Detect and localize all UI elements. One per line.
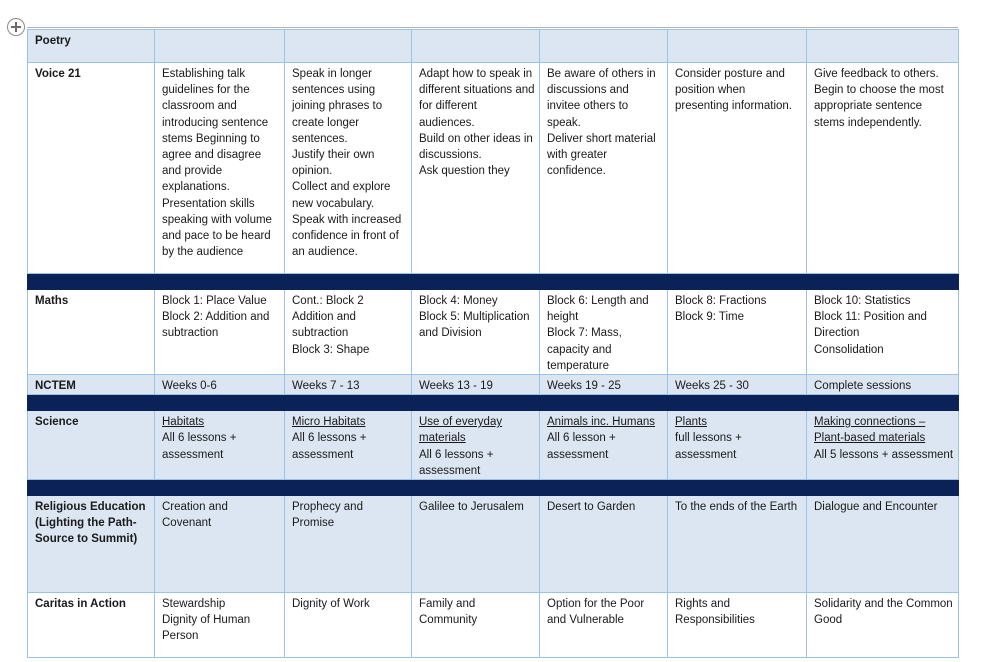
cell-line: Speak with increased confidence in front of an audience.: [292, 213, 402, 259]
science-topic: Micro Habitats: [292, 416, 366, 429]
cell-line: Give feedback to others.: [814, 68, 939, 80]
table-cell[interactable]: Weeks 25 - 30: [668, 375, 807, 395]
table-cell[interactable]: Dialogue and Encounter: [807, 496, 959, 593]
cell-line: Deliver short material with greater confidence.: [547, 132, 656, 178]
table-cell[interactable]: Option for the Poor and Vulnerable: [540, 593, 668, 658]
table-cell[interactable]: [540, 30, 668, 63]
cell-line: Block 5: Multiplication and Division: [419, 311, 530, 340]
table-row-poetry: [28, 30, 959, 63]
cell-line: Cont.: Block 2 Addition and subtraction: [292, 295, 364, 340]
row-header-poetry[interactable]: Poetry: [28, 30, 155, 63]
table-cell[interactable]: Weeks 19 - 25: [540, 375, 668, 395]
cell-line: Presentation skills speaking with volume and pace to be heard by the audience: [162, 197, 272, 259]
row-header-maths[interactable]: Maths: [28, 290, 155, 375]
table-cell[interactable]: [540, 411, 668, 480]
table-cell[interactable]: Solidarity and the Common Good: [807, 593, 959, 658]
cell-line: Establishing talk guidelines for the classroom and introducing sentence stems Beginning to agree and disagree and provide explanations.: [162, 68, 269, 194]
cell-line: Speak in longer sentences using joining phrases to create longer sentences.: [292, 68, 383, 145]
table-cell[interactable]: [412, 63, 540, 274]
science-detail: All 6 lessons + assessment: [419, 448, 494, 477]
row-header-caritas[interactable]: Caritas in Action: [28, 593, 155, 658]
cell-line: Adapt how to speak in different situations and for different audiences.: [419, 68, 535, 129]
section-divider: [28, 274, 959, 290]
cell-line: Ask question they: [419, 165, 510, 178]
science-detail: All 5 lessons + assessment: [814, 448, 954, 461]
cell-line: Consolidation: [814, 343, 884, 356]
table-cell[interactable]: Desert to Garden: [540, 496, 668, 593]
science-topic: Habitats: [162, 416, 205, 429]
table-cell[interactable]: Rights and Responsibilities: [668, 593, 807, 658]
cell-line: Block 4: Money: [419, 295, 498, 307]
cell-line: Begin to choose the most appropriate sentence stems independently.: [814, 84, 944, 129]
science-detail: full lessons + assessment: [675, 432, 742, 461]
table-top-border: [27, 27, 958, 28]
science-detail: All 6 lessons + assessment: [162, 432, 237, 461]
table-cell[interactable]: [155, 290, 285, 375]
cell-line: Block 7: Mass, capacity and temperature: [547, 327, 622, 372]
science-detail: All 6 lessons + assessment: [292, 432, 367, 461]
table-cell[interactable]: [155, 411, 285, 480]
table-row-nctem: [28, 375, 959, 395]
table-cell[interactable]: [668, 411, 807, 480]
cell-line: Block 8: Fractions: [675, 295, 767, 307]
table-cell[interactable]: Weeks 7 - 13: [285, 375, 412, 395]
science-topic: Plants: [675, 416, 707, 429]
table-cell[interactable]: [412, 30, 540, 63]
row-header-religious-education[interactable]: Religious Education (Lighting the Path- Source to Summit): [28, 496, 155, 593]
table-cell[interactable]: Weeks 13 - 19: [412, 375, 540, 395]
curriculum-table: [27, 29, 959, 658]
row-header-science[interactable]: Science: [28, 411, 155, 480]
science-topic: Use of everyday materials: [419, 416, 503, 445]
science-topic: Animals inc. Humans: [547, 416, 656, 429]
table-cell[interactable]: [155, 593, 285, 658]
table-cell[interactable]: [807, 290, 959, 375]
table-cell[interactable]: [807, 30, 959, 63]
table-cell[interactable]: [412, 290, 540, 375]
section-divider: [28, 395, 959, 411]
table-cell[interactable]: [540, 290, 668, 375]
table-cell[interactable]: [668, 63, 807, 274]
table-cell[interactable]: Dignity of Work: [285, 593, 412, 658]
cell-line: Block 2: Addition and subtraction: [162, 311, 270, 340]
table-cell[interactable]: Creation and Covenant: [155, 496, 285, 593]
cell-line: Justify their own opinion.: [292, 149, 375, 178]
table-row-voice21: [28, 63, 959, 274]
table-cell[interactable]: [285, 63, 412, 274]
table-cell[interactable]: [285, 30, 412, 63]
table-cell[interactable]: [412, 411, 540, 480]
table-cell[interactable]: To the ends of the Earth: [668, 496, 807, 593]
table-cell[interactable]: Prophecy and Promise: [285, 496, 412, 593]
cell-line: Build on other ideas in discussions.: [419, 132, 533, 162]
cell-line: Consider posture and position when presenting information.: [675, 68, 792, 113]
cell-line: Be aware of others in discussions and invitee others to speak.: [547, 68, 656, 129]
science-topic: Making connections – Plant-based materials: [814, 416, 926, 445]
row-header-nctem[interactable]: NCTEM: [28, 375, 155, 395]
section-divider: [28, 480, 959, 496]
cell-line: Block 11: Position and Direction: [814, 311, 927, 340]
table-move-handle-icon[interactable]: [7, 18, 25, 36]
table-row-caritas: [28, 593, 959, 658]
divider-cell: [28, 480, 959, 496]
table-cell[interactable]: [540, 63, 668, 274]
table-cell[interactable]: [807, 411, 959, 480]
table-cell[interactable]: [155, 30, 285, 63]
cell-line: Block 10: Statistics: [814, 295, 911, 307]
row-header-voice21[interactable]: Voice 21: [28, 63, 155, 274]
science-detail: All 6 lesson + assessment: [547, 432, 616, 461]
table-cell[interactable]: [668, 30, 807, 63]
table-cell[interactable]: Galilee to Jerusalem: [412, 496, 540, 593]
table-cell[interactable]: Complete sessions: [807, 375, 959, 395]
cell-line: Collect and explore new vocabulary.: [292, 181, 391, 210]
table-cell[interactable]: [155, 63, 285, 274]
divider-cell: [28, 395, 959, 411]
table-row-science: [28, 411, 959, 480]
divider-cell: [28, 274, 959, 290]
table-cell[interactable]: [807, 63, 959, 274]
cell-line: Block 3: Shape: [292, 343, 370, 356]
cell-line: Dignity of Human Person: [162, 614, 251, 643]
table-row-religious-education: [28, 496, 959, 593]
table-cell[interactable]: Family and Community: [412, 593, 540, 658]
table-cell[interactable]: Weeks 0-6: [155, 375, 285, 395]
table-row-maths: [28, 290, 959, 375]
cell-line: Stewardship: [162, 598, 226, 611]
cell-line: Block 9: Time: [675, 311, 745, 324]
cell-line: Block 6: Length and height: [547, 295, 649, 324]
cell-line: Block 1: Place Value: [162, 295, 267, 307]
table-cell[interactable]: [285, 290, 412, 375]
table-cell[interactable]: [285, 411, 412, 480]
table-cell[interactable]: [668, 290, 807, 375]
